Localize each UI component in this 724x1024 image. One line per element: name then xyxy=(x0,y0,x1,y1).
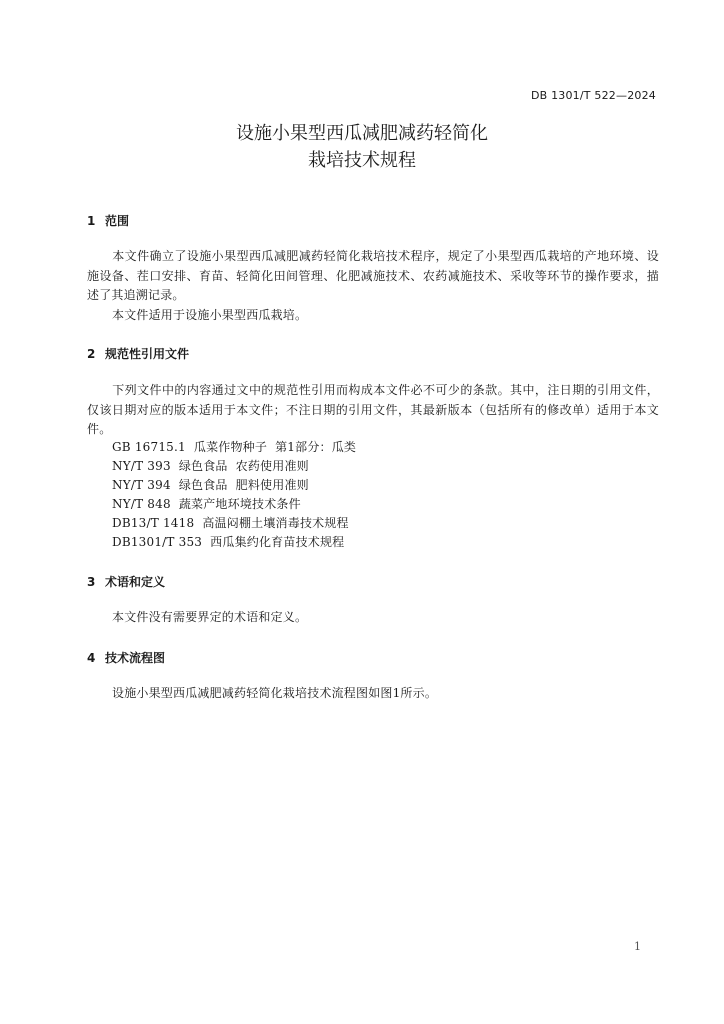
section-3-heading xyxy=(87,573,165,590)
section-2-paragraph-1: 下列文件中的内容通过文中的规范性引用而构成本文件必不可少的条款。其中，注日期的引用文件，仅该日期对应的版本适用于本文件；不注日期的引用文件，其最新版本（包括所有的修改单）适用于本文件。 xyxy=(87,383,659,436)
reference-item: GB 16715.1 瓜菜作物种子 第1部分：瓜类 xyxy=(112,440,357,454)
section-1-paragraph-1: 本文件确立了设施小果型西瓜减肥减药轻简化栽培技术程序，规定了小果型西瓜栽培的产地环境、设施设备、茬口安排、育苗、轻简化田间管理、化肥减施技术、农药减施技术、采收等环节的操作要求，描述了其追溯记录。 xyxy=(87,249,659,302)
title-line-2: 栽培技术规程 xyxy=(308,150,416,171)
reference-item: DB1301/T 353 西瓜集约化育苗技术规程 xyxy=(112,535,345,549)
reference-item: NY/T 394 绿色食品 肥料使用准则 xyxy=(112,478,309,492)
section-title: 范围 xyxy=(105,214,130,228)
section-4-paragraph-1: 设施小果型西瓜减肥减药轻简化栽培技术流程图如图1所示。 xyxy=(112,686,438,700)
section-number: 3 xyxy=(87,575,96,589)
section-3-paragraph-1: 本文件没有需要界定的术语和定义。 xyxy=(112,610,308,624)
section-title: 技术流程图 xyxy=(105,651,166,665)
section-1-heading xyxy=(87,212,129,229)
section-4-heading xyxy=(87,649,165,666)
reference-item: DB13/T 1418 高温闷棚土壤消毒技术规程 xyxy=(112,516,349,530)
title-line-1: 设施小果型西瓜减肥减药轻简化 xyxy=(236,123,488,144)
section-2-heading xyxy=(87,345,189,362)
section-number: 1 xyxy=(87,214,96,228)
section-number: 4 xyxy=(87,651,96,665)
section-number: 2 xyxy=(87,347,96,361)
page-number: 1 xyxy=(634,940,641,953)
reference-item: NY/T 393 绿色食品 农药使用准则 xyxy=(112,459,309,473)
section-title: 规范性引用文件 xyxy=(105,347,190,361)
document-title xyxy=(0,120,724,174)
normative-reference-list xyxy=(112,438,356,552)
section-1-paragraph-2: 本文件适用于设施小果型西瓜栽培。 xyxy=(112,308,308,322)
standard-code: DB 1301/T 522—2024 xyxy=(530,89,656,102)
section-title: 术语和定义 xyxy=(105,575,166,589)
reference-item: NY/T 848 蔬菜产地环境技术条件 xyxy=(112,497,301,511)
